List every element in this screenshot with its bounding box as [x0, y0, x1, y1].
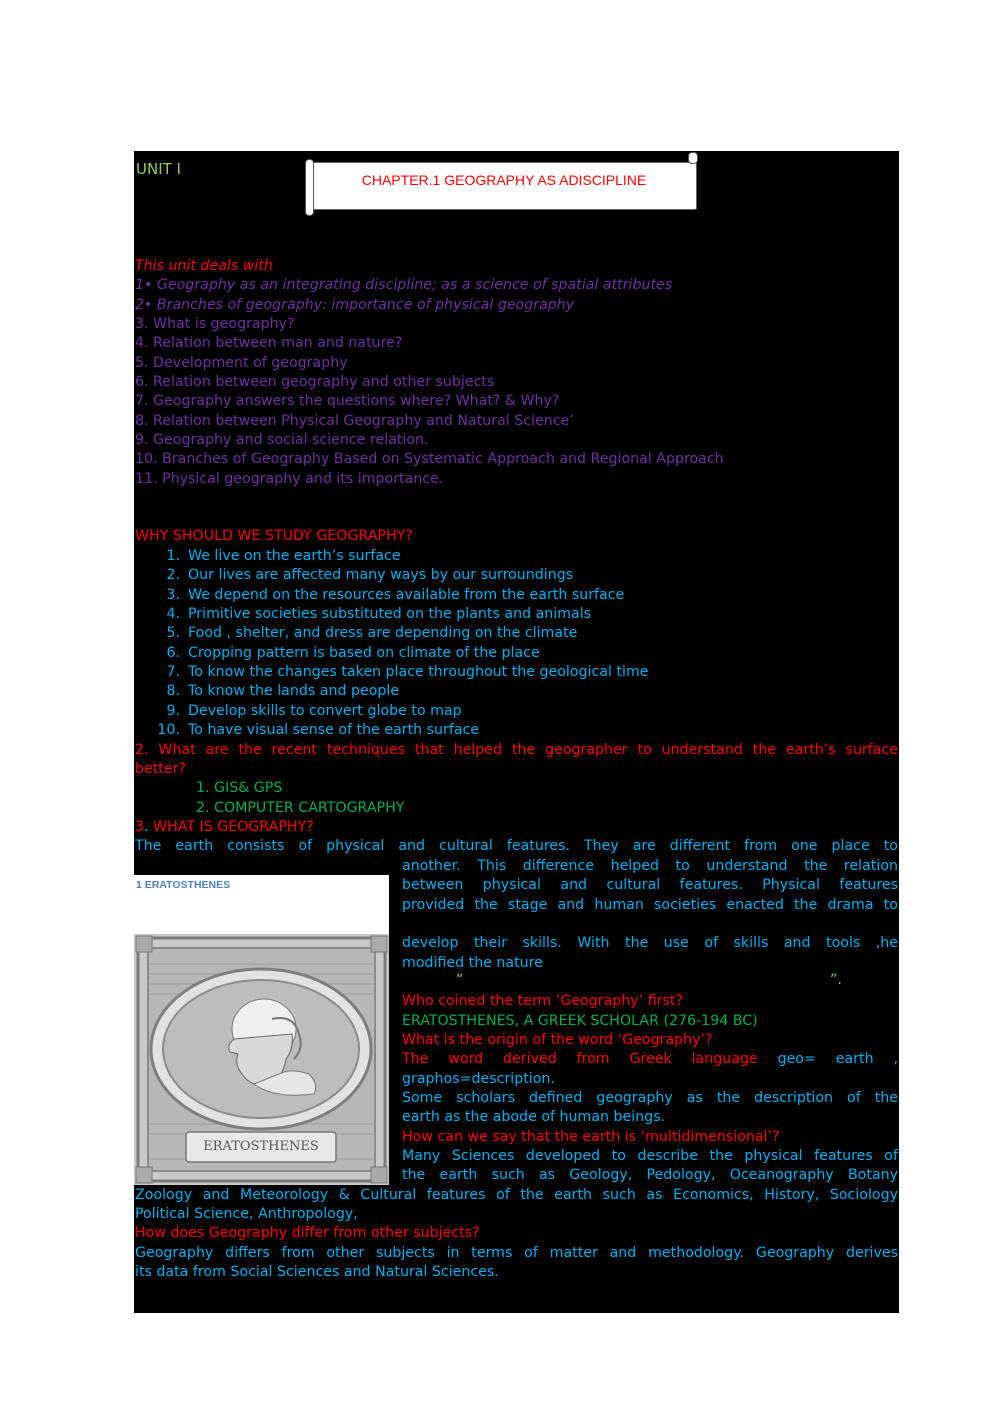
- chapter-title-banner: [304, 152, 698, 216]
- paragraph-line: The earth consists of physical and cultural features. They are different from one place to: [135, 838, 898, 854]
- topic-item: 1• Geography as an integrating discipline; as a science of spatial attributes: [135, 277, 673, 293]
- reason-number: 4.: [166, 606, 180, 622]
- technique-answer: 1. GIS& GPS: [196, 780, 283, 796]
- chapter-title: CHAPTER.1 GEOGRAPHY AS ADISCIPLINE: [361, 172, 647, 188]
- reason-item: [134, 663, 649, 682]
- document-page: [134, 151, 899, 1313]
- unit-label: UNIT I: [136, 160, 181, 178]
- reason-text: We depend on the resources available from the earth surface: [188, 587, 625, 603]
- reason-number: 6.: [166, 645, 180, 661]
- reason-number: 10.: [157, 722, 180, 738]
- answer-who-coined: ERATOSTHENES, A GREEK SCHOLAR (276-194 BC): [402, 1013, 758, 1029]
- topic-item: 8. Relation between Physical Geography and Natural Science’: [135, 413, 574, 429]
- reason-item: [134, 586, 624, 605]
- topic-item: 2• Branches of geography: importance of physical geography: [135, 297, 575, 313]
- quote-open: “: [456, 972, 464, 988]
- reason-item: [134, 721, 479, 740]
- paragraph-line: Some scholars defined geography as the description of the: [402, 1090, 898, 1106]
- reason-item: [134, 682, 399, 701]
- heading-text: WHAT IS GEOGRAPHY?: [148, 819, 314, 835]
- paragraph-line: Political Science, Anthropology,: [135, 1206, 358, 1222]
- reason-text: To know the lands and people: [188, 683, 400, 699]
- reason-number: 5.: [166, 625, 180, 641]
- reason-text: Food , shelter, and dress are depending on the climate: [188, 625, 578, 641]
- reason-text: Primitive societies substituted on the plants and animals: [188, 606, 592, 622]
- topic-item: 5. Development of geography: [135, 355, 348, 371]
- topic-item: 9. Geography and social science relation.: [135, 432, 429, 448]
- reason-number: 9.: [166, 703, 180, 719]
- intro-heading: This unit deals with: [135, 258, 273, 274]
- answer-origin-cyan: geo= earth ,: [777, 1051, 898, 1067]
- reason-item: [134, 547, 401, 566]
- reason-item: [134, 644, 540, 663]
- reason-text: Cropping pattern is based on climate of the place: [188, 645, 540, 661]
- reason-text: We live on the earth’s surface: [188, 548, 401, 564]
- eratosthenes-figure: [134, 875, 389, 1185]
- figure-caption: 1 ERATOSTHENES: [136, 879, 231, 891]
- eratosthenes-portrait-image: [134, 934, 389, 1185]
- paragraph-line: another. This difference helped to understand the relation: [402, 858, 898, 874]
- question-differ: How does Geography differ from other subjects?: [135, 1225, 480, 1241]
- paragraph-line: the earth such as Geology, Pedology, Oceanography Botany: [402, 1167, 898, 1183]
- reason-item: [134, 624, 577, 643]
- reason-number: 7.: [166, 664, 180, 680]
- paragraph-line: provided the stage and human societies enacted the drama to: [402, 897, 898, 913]
- techniques-question-cont: better?: [135, 761, 186, 777]
- reason-number: 2.: [166, 567, 180, 583]
- paragraph-line: Zoology and Meteorology & Cultural features of the earth such as Economics, History, Sociology: [135, 1187, 898, 1203]
- topic-item: 10. Branches of Geography Based on Systematic Approach and Regional Approach: [135, 451, 724, 467]
- techniques-question: 2. What are the recent techniques that helped the geographer to understand the earth’s surface: [135, 742, 898, 758]
- reason-text: Develop skills to convert globe to map: [188, 703, 462, 719]
- reason-item: [134, 605, 591, 624]
- reason-number: 1.: [166, 548, 180, 564]
- quote-close: ”.: [830, 972, 842, 988]
- paragraph-line: modified the nature: [402, 955, 543, 971]
- answer-origin-line: [402, 1050, 898, 1069]
- reason-text: Our lives are affected many ways by our surroundings: [188, 567, 574, 583]
- paragraph-line: earth as the abode of human beings.: [402, 1109, 666, 1125]
- reason-text: To have visual sense of the earth surface: [188, 722, 480, 738]
- paragraph-line: Many Sciences developed to describe the physical features of: [402, 1148, 898, 1164]
- paragraph-line: between physical and cultural features. Physical features: [402, 877, 898, 893]
- topic-item: 11. Physical geography and its importance.: [135, 471, 444, 487]
- question-multidimensional: How can we say that the earth is ‘multidimensional’?: [402, 1129, 780, 1145]
- paragraph-line: Geography differs from other subjects in terms of matter and methodology. Geography derives: [135, 1245, 898, 1261]
- heading-dot: .: [144, 819, 149, 835]
- answer-origin-cont: graphos=description.: [402, 1071, 555, 1087]
- topic-item: 7. Geography answers the questions where? What? & Why?: [135, 393, 560, 409]
- heading-number: 3: [135, 819, 145, 835]
- question-origin: What is the origin of the word ‘Geography’?: [402, 1032, 713, 1048]
- reason-item: [134, 566, 573, 585]
- what-is-heading: [135, 818, 314, 837]
- paragraph-line: its data from Social Sciences and Natural Sciences.: [135, 1264, 499, 1280]
- topic-item: 6. Relation between geography and other subjects: [135, 374, 495, 390]
- reason-number: 8.: [166, 683, 180, 699]
- paragraph-line: develop their skills. With the use of skills and tools ,he: [402, 935, 898, 951]
- svg-text:ERATOSTHENES: ERATOSTHENES: [203, 1139, 319, 1154]
- answer-origin-red: The word derived from Greek language: [402, 1051, 758, 1067]
- topic-item: 4. Relation between man and nature?: [135, 335, 403, 351]
- question-who-coined: Who coined the term ‘Geography’ first?: [402, 993, 683, 1009]
- reason-number: 3.: [166, 587, 180, 603]
- reason-item: [134, 702, 462, 721]
- reason-text: To know the changes taken place throughout the geological time: [188, 664, 649, 680]
- topic-item: 3. What is geography?: [135, 316, 295, 332]
- technique-answer: 2. COMPUTER CARTOGRAPHY: [196, 800, 405, 816]
- why-study-heading: WHY SHOULD WE STUDY GEOGRAPHY?: [135, 528, 413, 544]
